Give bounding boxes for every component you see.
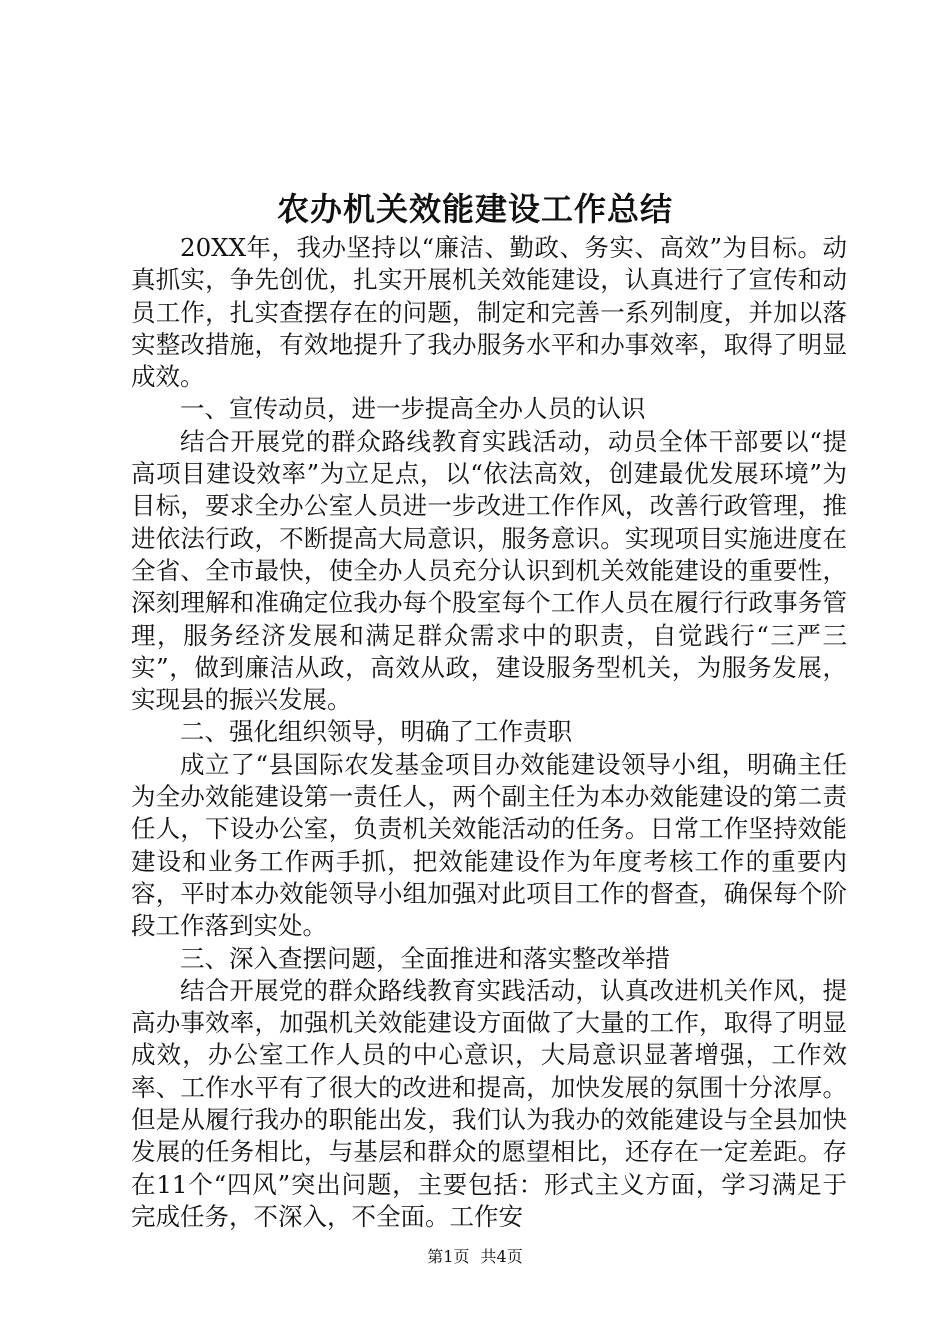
paragraph-intro: 20XX年，我办坚持以“廉洁、勤政、务实、高效”为目标。动真抓实，争先创优，扎实开展机关效能建设，认真进行了宣传和动员工作，扎实查摆存在的问题，制定和完善一系列制度，并加以落实整改措施，有效地提升了我办服务水平和办事效率，取得了明显成效。	[131, 233, 847, 392]
section-heading-2: 二、强化组织领导，明确了工作责职	[180, 717, 572, 747]
paragraph-section-3: 结合开展党的群众路线教育实践活动，认真改进机关作风，提高办事效率，加强机关效能建设方面做了大量的工作，取得了明显成效，办公室工作人员的中心意识，大局意识显著增强，工作效率、工作水平有了很大的改进和提高，加快发展的氛围十分浓厚。但是从履行我办的职能出发，我们认为我办的效能建设与全县加快发展的任务相比，与基层和群众的愿望相比，还存在一定差距。存在11个“四风”突出问题，主要包括：形式主义方面，学习满足于完成任务，不深入，不全面。工作安	[131, 975, 847, 1231]
section-heading-1: 一、宣传动员，进一步提高全办人员的认识	[180, 394, 646, 424]
paragraph-section-2: 成立了“县国际农发基金项目办效能建设领导小组，明确主任为全办效能建设第一责任人，两个副主任为本办效能建设的第二责任人，下设办公室，负责机关效能活动的任务。日常工作坚持效能建设和业务工作两手抓，把效能建设作为年度考核工作的重要内容，平时本办效能领导小组加强对此项目工作的督查，确保每个阶段工作落到实处。	[131, 749, 847, 941]
page-title: 农办机关效能建设工作总结	[276, 190, 673, 228]
section-heading-3: 三、深入查摆问题，全面推进和落实整改举措	[180, 943, 670, 973]
page-footer: 第1页 共4页	[427, 1247, 523, 1266]
paragraph-section-1: 结合开展党的群众路线教育实践活动，动员全体干部要以“提高项目建设效率”为立足点，以“依法高效，创建最优发展环境”为目标，要求全办公室人员进一步改进工作作风，改善行政管理，推进依法行政，不断提高大局意识，服务意识。实现项目实施进度在全省、全市最快，使全办人员充分认识到机关效能建设的重要性，深刻理解和准确定位我办每个股室每个工作人员在履行行政事务管理，服务经济发展和满足群众需求中的职责，自觉践行“三严三实”，做到廉洁从政，高效从政，建设服务型机关，为服务发展，实现县的振兴发展。	[131, 426, 847, 715]
document-body	[131, 232, 847, 1233]
